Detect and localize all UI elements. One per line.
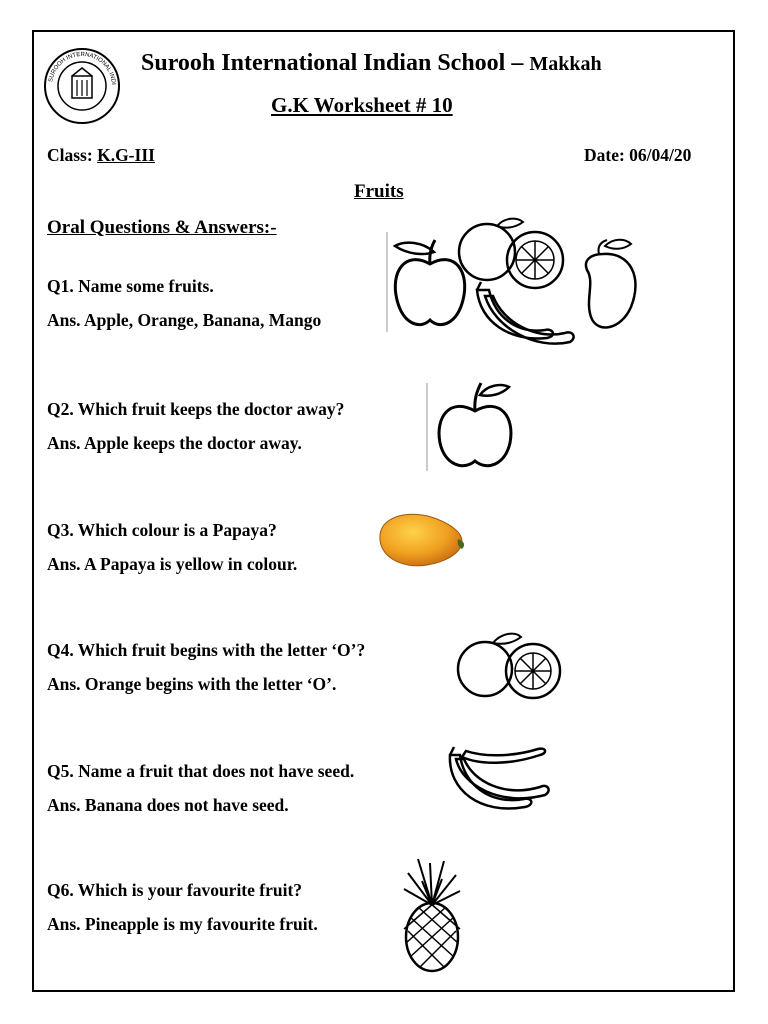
section-heading: Oral Questions & Answers:- — [47, 217, 277, 238]
worksheet-title: G.K Worksheet # 10 — [271, 93, 453, 117]
fruits-group-icon — [385, 212, 645, 357]
answer-5: Ans. Banana does not have seed. — [47, 795, 289, 815]
svg-text:SUROOH INTERNATIONAL INDIAN SC: SUROOH INTERNATIONAL INDIAN SCHOOL MAKKAH — [39, 42, 116, 86]
date-info: Date: 06/04/20 — [584, 145, 692, 165]
answer-1: Ans. Apple, Orange, Banana, Mango — [47, 310, 322, 330]
pineapple-icon — [400, 855, 465, 973]
question-3: Q3. Which colour is a Papaya? — [47, 520, 277, 540]
answer-2: Ans. Apple keeps the doctor away. — [47, 433, 302, 453]
banana-icon — [440, 745, 555, 825]
question-2: Q2. Which fruit keeps the doctor away? — [47, 399, 345, 419]
orange-icon — [455, 625, 565, 705]
apple-icon — [425, 375, 520, 475]
question-1: Q1. Name some fruits. — [47, 276, 214, 296]
topic-title: Fruits — [354, 181, 404, 202]
answer-4: Ans. Orange begins with the letter ‘O’. — [47, 674, 337, 694]
answer-6: Ans. Pineapple is my favourite fruit. — [47, 914, 318, 934]
class-info: Class: K.G-III — [47, 145, 155, 165]
question-5: Q5. Name a fruit that does not have seed. — [47, 761, 355, 781]
school-name: Surooh International Indian School – Makkah — [141, 50, 602, 76]
answer-3: Ans. A Papaya is yellow in colour. — [47, 554, 298, 574]
question-6: Q6. Which is your favourite fruit? — [47, 880, 303, 900]
school-logo-icon — [39, 42, 122, 126]
papaya-icon — [372, 505, 472, 575]
question-4: Q4. Which fruit begins with the letter ‘O’? — [47, 640, 366, 660]
